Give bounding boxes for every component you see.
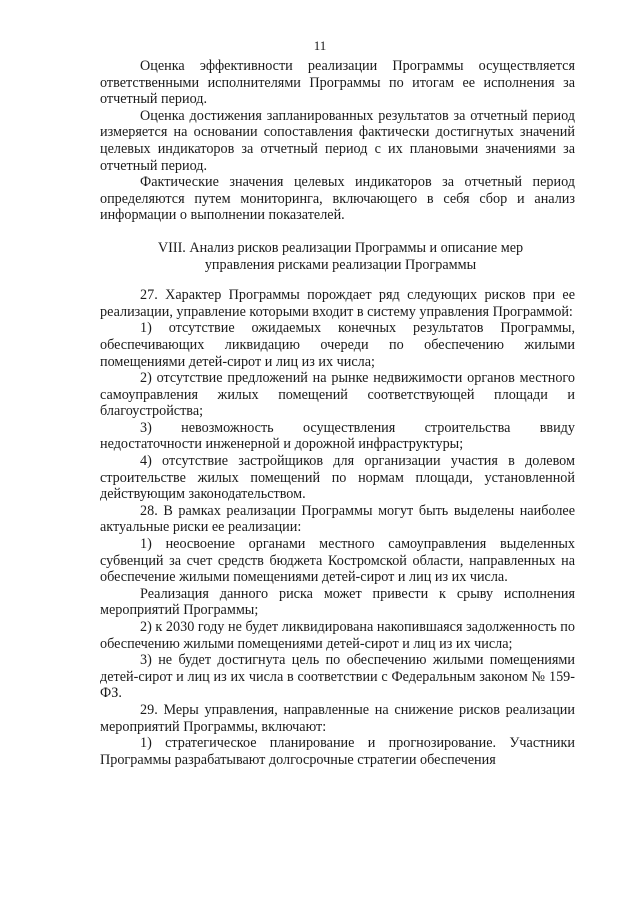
- paragraph-item-27: 27. Характер Программы порождает ряд следующих рисков при ее реализации, управление которыми входит в систему управления Программой:: [100, 287, 575, 320]
- paragraph-risk-consequence: Реализация данного риска может привести к срыву исполнения мероприятий Программы;: [100, 585, 575, 619]
- paragraph-risk-2: 2) отсутствие предложений на рынке недвижимости органов местного самоуправления жилых помещений соответствующей площади и благоустройства;: [100, 370, 575, 420]
- paragraph-measure-1: 1) стратегическое планирование и прогнозирование. Участники Программы разрабатывают долгосрочные стратегии обеспечения: [100, 735, 575, 768]
- paragraph-item-29: 29. Меры управления, направленные на снижение рисков реализации мероприятий Программы, включают:: [100, 701, 575, 735]
- section-heading-line-1: VIII. Анализ рисков реализации Программы и описание мер: [157, 239, 524, 256]
- paragraph-actual-risk-3: 3) не будет достигнута цель по обеспечению жилыми помещениями детей-сирот и лиц из их числа в соответствии с Федеральным законом № 159-ФЗ.: [100, 652, 575, 702]
- paragraph-item-28: 28. В рамках реализации Программы могут быть выделены наиболее актуальные риски ее реализации:: [100, 502, 575, 536]
- document-body: [100, 58, 575, 768]
- section-heading: [100, 240, 575, 273]
- paragraph-actual-risk-1: 1) неосвоение органами местного самоуправления выделенных субвенций за счет средств бюджета Костромской области, направленных на обеспечение жилыми помещениями детей-сирот и лиц из их числа.: [100, 536, 575, 586]
- paragraph-risk-4: 4) отсутствие застройщиков для организации участия в долевом строительстве жилых помещений по нормам площади, установленной действующим законодательством.: [100, 453, 575, 503]
- page-number: 11: [313, 38, 327, 53]
- section-heading-line-2: управления рисками реализации Программы: [204, 256, 477, 273]
- paragraph-actual-risk-2: 2) к 2030 году не будет ликвидирована накопившаяся задолженность по обеспечению жилыми помещениями детей-сирот и лиц из их числа;: [100, 619, 575, 652]
- paragraph-actual-values: Фактические значения целевых индикаторов за отчетный период определяются путем мониторинга, включающего в себя сбор и анализ информации о выполнении показателей.: [100, 174, 575, 224]
- paragraph-results-assessment: Оценка достижения запланированных результатов за отчетный период измеряется на основании сопоставления фактически достигнутых значений целевых индикаторов за отчетный период с их плановыми значениями за отчетный период.: [100, 107, 575, 174]
- paragraph-risk-1: 1) отсутствие ожидаемых конечных результатов Программы, обеспечивающих ликвидацию очереди по обеспечению жилыми помещениями детей-сирот и лиц из их числа;: [100, 320, 575, 370]
- paragraph-efficiency-assessment: Оценка эффективности реализации Программы осуществляется ответственными исполнителями Программы по итогам ее исполнения за отчетный период.: [100, 58, 575, 108]
- paragraph-risk-3: 3) невозможность осуществления строительства ввиду недостаточности инженерной и дорожной инфраструктуры;: [100, 419, 575, 453]
